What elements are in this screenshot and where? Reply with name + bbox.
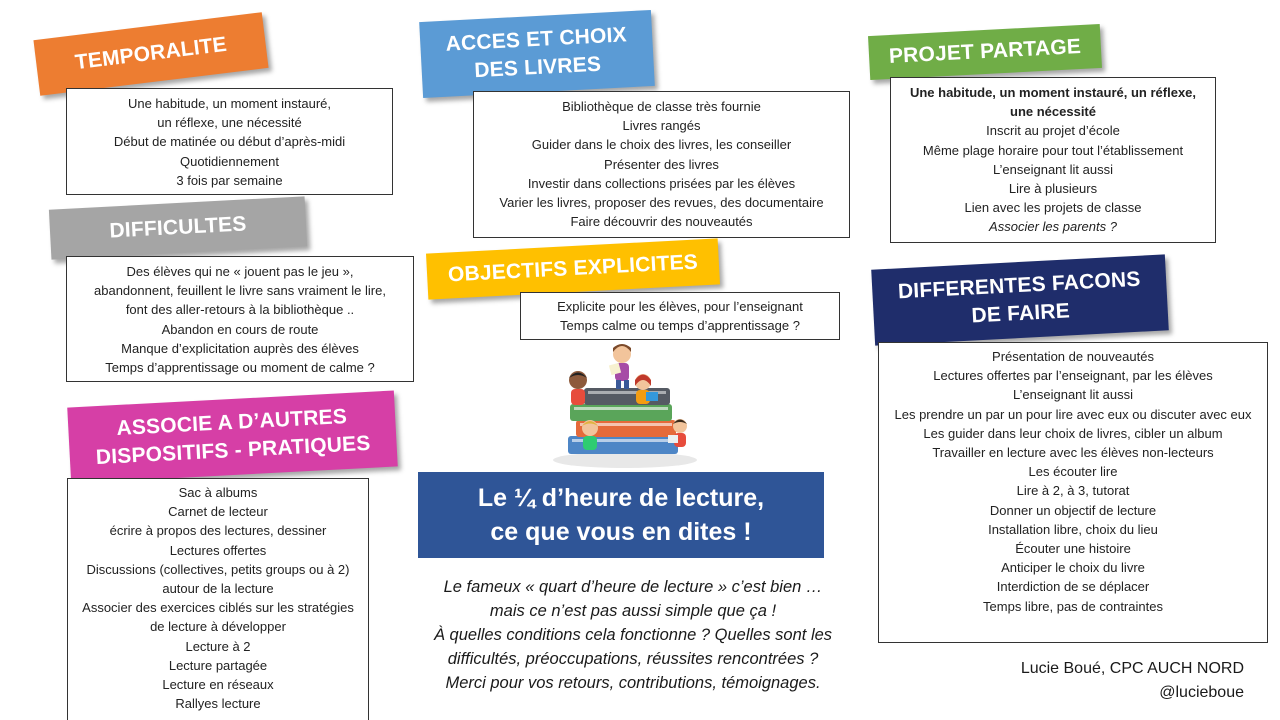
difficultes-title: DIFFICULTES (108, 212, 248, 243)
intro-line: mais ce n’est pas aussi simple que ça ! (489, 602, 777, 620)
associe-banner (67, 390, 398, 483)
list-item: Inscrit au projet d’école (986, 123, 1120, 139)
acces-box (473, 91, 850, 238)
list-item: Manque d’explicitation auprès des élèves (121, 340, 359, 356)
associe-box (67, 478, 369, 720)
list-item: abandonnent, feuillent le livre sans vraiment le lire, (94, 283, 386, 299)
list-item: Écouter une histoire (1015, 541, 1131, 557)
differentes-box (878, 342, 1268, 643)
credit-handle: @lucieboue (1159, 684, 1244, 701)
list-item: Discussions (collectives, petits groups ou à 2) autour de la lecture (86, 561, 350, 597)
list-item: Rallyes lecture (175, 696, 261, 712)
main-title-box (418, 472, 824, 558)
list-item: Lire à 2, à 3, tutorat (1016, 483, 1130, 499)
list-item: Lectures offertes par l’enseignant, par les élèves (933, 368, 1213, 384)
intro-text (398, 575, 868, 695)
list-item: L’enseignant lit aussi (1013, 387, 1133, 403)
intro-line: difficultés, préoccupations, réussites rencontrées ? (447, 650, 819, 668)
list-item: Présenter des livres (604, 156, 719, 172)
list-item: un réflexe, une nécessité (157, 115, 302, 131)
list-item: Présentation de nouveautés (992, 349, 1154, 364)
book-icon (570, 404, 672, 421)
list-item: Installation libre, choix du lieu (988, 521, 1158, 537)
differentes-banner (871, 254, 1169, 345)
list-item: Sac à albums (178, 485, 258, 500)
differentes-title-line: DE FAIRE (970, 299, 1071, 328)
list-item: Donner un objectif de lecture (989, 502, 1157, 518)
main-title-line: Le ¼ d’heure de lecture, (477, 484, 765, 512)
list-item: Les prendre un par un pour lire avec eux ou discuter avec eux (894, 406, 1252, 422)
list-item: Associer les parents ? (989, 219, 1117, 235)
temporalite-banner (33, 12, 268, 96)
list-item: Lecture à 2 (185, 638, 251, 654)
difficultes-banner (49, 196, 307, 259)
list-item: Lecture en réseaux (162, 677, 274, 693)
list-item: Guider dans le choix des livres, les conseiller (531, 137, 792, 153)
list-item: Explicite pour les élèves, pour l’enseignant (557, 299, 803, 314)
list-item: Les écouter lire (1028, 464, 1118, 480)
objectifs-box (520, 292, 840, 340)
list-item: Des élèves qui ne « jouent pas le jeu », (126, 264, 354, 279)
list-item: Les guider dans leur choix de livres, cibler un album (923, 425, 1223, 441)
list-item: Début de matinée ou début d’après-midi (113, 134, 346, 150)
list-item: Temps calme ou temps d’apprentissage ? (560, 318, 800, 334)
list-item: Lecture partagée (168, 657, 268, 673)
list-item: Lien avec les projets de classe (964, 200, 1142, 216)
acces-banner (419, 10, 655, 98)
list-item: Une habitude, un moment instauré, (127, 96, 332, 111)
intro-line: Le fameux « quart d’heure de lecture » c’est bien … (443, 578, 823, 596)
list-item: Carnet de lecteur (168, 504, 268, 520)
list-item: Quotidiennement (179, 153, 279, 169)
list-item: Lire à plusieurs (1008, 181, 1098, 197)
associe-title-line: ASSOCIE A D’AUTRES (115, 404, 348, 440)
list-item: Livres rangés (622, 118, 701, 134)
list-item: Lectures offertes (169, 542, 267, 558)
list-item: Temps d’apprentissage ou moment de calme ? (105, 360, 375, 376)
list-item: une nécessité (1010, 104, 1096, 120)
acces-title-line: ACCES ET CHOIX (445, 22, 628, 56)
differentes-title-line: DIFFERENTES FACONS (897, 267, 1142, 304)
list-item: Abandon en cours de route (161, 321, 319, 337)
list-item: L’enseignant lit aussi (993, 161, 1113, 177)
list-item: Interdiction de se déplacer (996, 579, 1150, 595)
list-item: Temps libre, pas de contraintes (983, 598, 1163, 614)
list-item: Anticiper le choix du livre (1001, 560, 1145, 576)
list-item: Associer des exercices ciblés sur les stratégies de lecture à développer (82, 600, 354, 635)
main-title-line: ce que vous en dites ! (490, 518, 752, 546)
list-item: Travailler en lecture avec les élèves non-lecteurs (932, 445, 1214, 461)
list-item: écrire à propos des lectures, dessiner (109, 523, 327, 539)
list-item: Faire découvrir des nouveautés (570, 214, 753, 230)
credit (1021, 657, 1244, 705)
list-item: Bibliothèque de classe très fournie (562, 99, 761, 114)
acces-title-line: DES LIVRES (473, 52, 602, 83)
credit-author: Lucie Boué, CPC AUCH NORD (1020, 660, 1244, 677)
intro-line: À quelles conditions cela fonctionne ? Quelles sont les (433, 626, 833, 644)
list-item: Investir dans collections prisées par les élèves (527, 175, 796, 191)
list-item: 3 fois par semaine (176, 172, 283, 188)
list-item: Une habitude, un moment instauré, un réflexe, (909, 85, 1197, 100)
projet-banner (868, 24, 1102, 80)
projet-box (890, 77, 1216, 243)
objectifs-banner (426, 238, 720, 299)
children-reading-on-books-icon (540, 340, 710, 470)
intro-line: Merci pour vos retours, contributions, témoignages. (445, 674, 821, 692)
list-item: Varier les livres, proposer des revues, des documentaire (499, 195, 824, 211)
difficultes-box (66, 256, 414, 382)
list-item: font des aller-retours à la bibliothèque .. (125, 302, 355, 318)
temporalite-box (66, 88, 393, 195)
associe-title-line: DISPOSITIFS - PRATIQUES (95, 431, 372, 470)
projet-title: PROJET PARTAGE (888, 34, 1082, 68)
objectifs-title: OBJECTIFS EXPLICITES (447, 250, 699, 287)
list-item: Même plage horaire pour tout l’établissement (922, 142, 1184, 158)
temporalite-title: TEMPORALITE (73, 32, 229, 75)
